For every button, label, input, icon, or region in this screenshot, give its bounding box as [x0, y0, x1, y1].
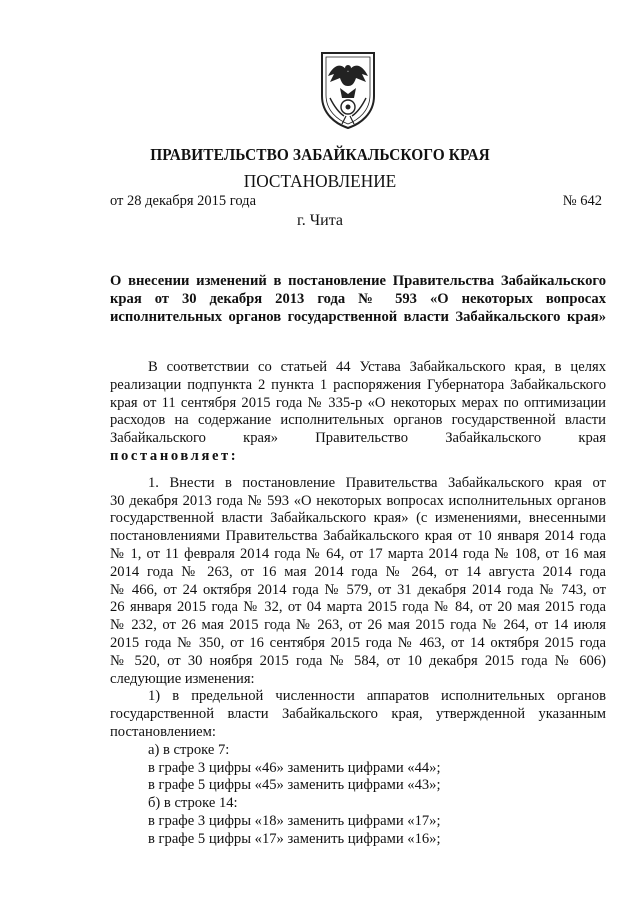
document-date: от 28 декабря 2015 года	[110, 193, 256, 209]
item-line: 26 января 2015 года № 32, от 04 марта 2015 года № 84, от 20 мая 2015 года	[110, 599, 606, 616]
subitem-line: постановлением:	[110, 723, 216, 740]
paragraph-gap	[110, 466, 606, 475]
item-line: № 466, от 24 октября 2014 года № 579, от 31 декабря 2014 года № 743, от	[110, 581, 606, 598]
resolves-word: постановляет:	[110, 447, 239, 464]
title-line: О внесении изменений в постановление Правительства Забайкальского	[110, 273, 606, 289]
title-line: исполнительных органов государственной власти Забайкальского края»	[110, 309, 606, 325]
coat-of-arms-emblem	[316, 50, 380, 130]
item-line: государственной власти Забайкальского края» (с изменениями, внесенными	[110, 510, 606, 527]
change-line: в графе 5 цифры «17» заменить цифрами «16»;	[148, 830, 441, 847]
preamble-line: края от 11 сентября 2015 года № 335-р «О некоторых мерах по оптимизации	[110, 394, 606, 411]
item-line: следующие изменения:	[110, 670, 255, 687]
change-line: в графе 3 цифры «18» заменить цифрами «17»;	[148, 812, 441, 829]
preamble-line: Забайкальского края» Правительство Забайкальского края	[110, 430, 606, 447]
item-line: 1. Внести в постановление Правительства Забайкальского края от	[148, 474, 606, 491]
item-line: 2014 года № 263, от 16 мая 2014 года № 264, от 14 августа 2014 года	[110, 563, 606, 580]
item-line: 30 декабря 2013 года № 593 «О некоторых вопросах исполнительных органов	[110, 492, 606, 509]
item-line: постановлениями Правительства Забайкальского края от 10 января 2014 года	[110, 528, 606, 545]
preamble-line: расходов на содержание исполнительных органов государственной власти	[110, 412, 606, 429]
item-line: 2015 года № 350, от 16 сентября 2015 года № 463, от 14 октября 2015 года	[110, 634, 606, 651]
title-line: края от 30 декабря 2013 года № 593 «О некоторых вопросах	[110, 291, 606, 307]
change-line: в графе 5 цифры «45» заменить цифрами «43»;	[148, 777, 441, 794]
item-line: № 520, от 30 ноября 2015 года № 584, от 10 декабря 2015 года № 606)	[110, 652, 606, 669]
preamble-line: реализации подпункта 2 пункта 1 распоряжения Губернатора Забайкальского	[110, 376, 606, 393]
item-line: № 232, от 26 мая 2015 года № 263, от 26 мая 2015 года № 264, от 14 июля	[110, 617, 606, 634]
document-city: г. Чита	[296, 212, 343, 229]
document-type: ПОСТАНОВЛЕНИЕ	[243, 171, 397, 191]
document-number: № 642	[562, 193, 602, 209]
document-body	[110, 359, 606, 849]
government-name: ПРАВИТЕЛЬСТВО ЗАБАЙКАЛЬСКОГО КРАЯ	[150, 145, 490, 164]
subitem-line: 1) в предельной численности аппаратов исполнительных органов	[148, 688, 606, 705]
item-line: № 1, от 11 февраля 2014 года № 64, от 17 марта 2014 года № 108, от 16 мая	[110, 545, 606, 562]
change-line: а) в строке 7:	[148, 741, 230, 758]
preamble-line: В соответствии со статьей 44 Устава Забайкальского края, в целях	[148, 359, 606, 375]
change-line: б) в строке 14:	[148, 795, 238, 812]
change-line: в графе 3 цифры «46» заменить цифрами «44»;	[148, 759, 441, 776]
document-title	[110, 272, 606, 326]
subitem-line: государственной власти Забайкальского края, утвержденной указанным	[110, 706, 606, 723]
